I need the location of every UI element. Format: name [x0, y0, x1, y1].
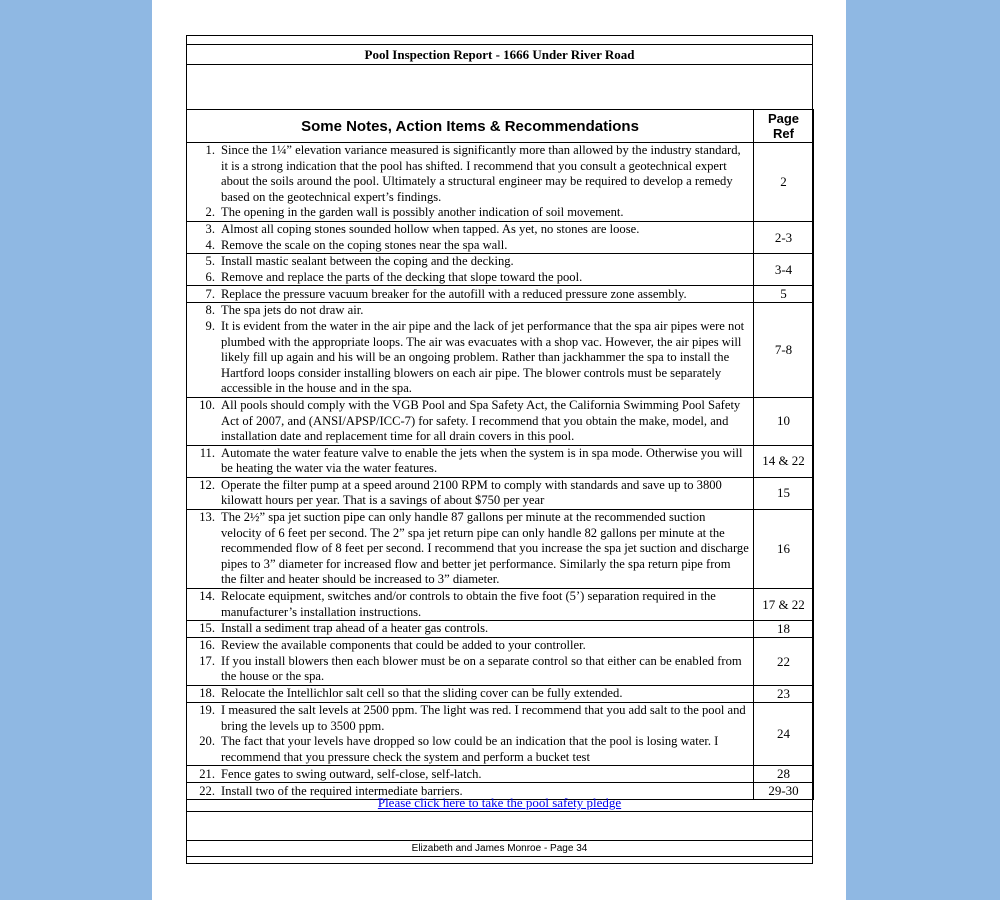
page-ref-heading-line-1: Page: [767, 111, 800, 126]
item-number: 8.: [205, 303, 215, 318]
page-ref-cell: 18: [754, 621, 814, 638]
item-text: Install two of the required intermediate barriers.: [221, 783, 463, 798]
table-row: [187, 221, 814, 253]
item-text: Install a sediment trap ahead of a heater gas controls.: [221, 621, 489, 636]
item-number: 9.: [205, 318, 215, 333]
document-page: [152, 0, 846, 900]
table-row: [187, 766, 814, 783]
item-text: Almost all coping stones sounded hollow when tapped. As yet, no stones are loose.: [221, 221, 640, 236]
table-row: [187, 303, 814, 398]
list-item: [187, 654, 749, 685]
list-item: [187, 734, 749, 765]
item-text: Remove and replace the parts of the decking that slope toward the pool.: [221, 269, 583, 284]
list-item: [187, 270, 749, 286]
item-text: The fact that your levels have dropped so low could be an indication that the pool is losing water. I recommend that you pressure check the system and perform a bucket test: [221, 734, 719, 764]
item-text: Operate the filter pump at a speed around 2100 RPM to comply with standards and save up to 3800 kilowatt hours per year. That is a savings of about $750 per year: [221, 477, 722, 508]
notes-cell: [187, 621, 754, 638]
item-number: 20.: [199, 734, 215, 749]
item-number: 3.: [205, 221, 215, 236]
item-number: 13.: [199, 510, 215, 525]
item-number: 4.: [205, 237, 215, 252]
list-item: [187, 303, 749, 319]
list-item: [187, 478, 749, 509]
notes-cell: [187, 445, 754, 477]
item-text: Replace the pressure vacuum breaker for the autofill with a reduced pressure zone assembly.: [221, 286, 687, 301]
page-ref-cell: 15: [754, 477, 814, 509]
page-ref-cell: 22: [754, 638, 814, 686]
page-ref-heading: [754, 110, 814, 143]
item-number: 18.: [199, 686, 215, 701]
page-ref-heading-line-2: Ref: [773, 126, 794, 141]
item-text: All pools should comply with the VGB Pool and Spa Safety Act, the California Swimming Pool Safety Act of 2007, and (ANSI/APSP/ICC-7) for safety. I recommend that you obtain the make, model, and installation date and replacement time for all drain covers in this pool.: [221, 397, 741, 444]
table-row: [187, 254, 814, 286]
list-item: [187, 703, 749, 734]
item-number: 12.: [199, 477, 215, 492]
list-item: [187, 238, 749, 254]
item-number: 16.: [199, 638, 215, 653]
page-ref-cell: 3-4: [754, 254, 814, 286]
list-item: [187, 254, 749, 270]
item-number: 15.: [199, 621, 215, 636]
page-ref-cell: 24: [754, 703, 814, 766]
recommendations-table: [186, 109, 814, 800]
item-text: Automate the water feature valve to enable the jets when the system is in spa mode. Otherwise you will be heating the water via the water features.: [221, 445, 743, 476]
notes-cell: [187, 286, 754, 303]
page-ref-cell: 2: [754, 143, 814, 222]
notes-cell: [187, 397, 754, 445]
item-number: 1.: [205, 143, 215, 157]
item-number: 19.: [199, 703, 215, 717]
table-row: [187, 143, 814, 222]
item-number: 22.: [199, 783, 215, 798]
item-text: Install mastic sealant between the coping and the decking.: [221, 254, 514, 269]
list-item: [187, 398, 749, 445]
notes-cell: [187, 589, 754, 621]
item-text: Relocate the Intellichlor salt cell so that the sliding cover can be fully extended.: [221, 686, 623, 701]
table-row: [187, 589, 814, 621]
item-text: The spa jets do not draw air.: [221, 303, 364, 318]
list-item: [187, 638, 749, 654]
page-footer: Elizabeth and James Monroe - Page 34: [186, 840, 813, 857]
item-text: It is evident from the water in the air pipe and the lack of jet performance that the spa air pipes were not plumbed with the appropriate loops. The air was evacuates with a shop vac. However, the air pipes will likely fill up again and his will be an ongoing problem. Rather than jackhammer the spa to install the Hartford loops consider installing blowers on each air pipe. The blower controls must be separately accessible in the house and in the spa.: [221, 318, 745, 396]
item-text: I measured the salt levels at 2500 ppm. The light was red. I recommend that you add salt to the pool and bring the levels up to 3500 ppm.: [221, 703, 746, 733]
table-row: [187, 510, 814, 589]
item-number: 2.: [205, 205, 215, 220]
page-ref-cell: 5: [754, 286, 814, 303]
page-ref-cell: 28: [754, 766, 814, 783]
item-text: The opening in the garden wall is possibly another indication of soil movement.: [221, 205, 624, 220]
list-item: [187, 510, 749, 588]
notes-cell: [187, 638, 754, 686]
page-ref-cell: 17 & 22: [754, 589, 814, 621]
notes-cell: [187, 686, 754, 703]
notes-cell: [187, 703, 754, 766]
table-row: [187, 445, 814, 477]
list-item: [187, 222, 749, 238]
page-ref-cell: 14 & 22: [754, 445, 814, 477]
table-row: [187, 638, 814, 686]
list-item: [187, 319, 749, 397]
list-item: [187, 446, 749, 477]
notes-cell: [187, 510, 754, 589]
table-row: [187, 477, 814, 509]
page-ref-cell: 23: [754, 686, 814, 703]
report-title: Pool Inspection Report - 1666 Under River Road: [186, 44, 813, 65]
notes-cell: [187, 477, 754, 509]
notes-cell: [187, 143, 754, 222]
page-ref-cell: 7-8: [754, 303, 814, 398]
list-item: [187, 767, 749, 783]
list-item: [187, 621, 749, 637]
table-row: [187, 286, 814, 303]
item-number: 14.: [199, 589, 215, 604]
table-row: [187, 703, 814, 766]
item-number: 11.: [199, 445, 215, 460]
table-row: [187, 397, 814, 445]
table-header-row: [187, 110, 814, 143]
pledge-link[interactable]: Please click here to take the pool safety pledge: [377, 795, 622, 810]
list-item: [187, 143, 749, 205]
divider: [186, 811, 813, 812]
item-text: Remove the scale on the coping stones near the spa wall.: [221, 237, 508, 252]
list-item: [187, 686, 749, 702]
item-text: The 2½” spa jet suction pipe can only handle 87 gallons per minute at the recommended suction velocity of 6 feet per second. The 2” spa jet return pipe can only handle 82 gallons per minute at the recommended flow of 8 feet per second. I recommend that you increase the spa jet suction and discharge pipes to 3” diameter for increased flow and better jet performance. Similarly the spa return pipe from the filter and heater should be increased to 3” diameter.: [221, 510, 749, 587]
notes-cell: [187, 303, 754, 398]
notes-cell: [187, 766, 754, 783]
list-item: [187, 205, 749, 221]
item-text: If you install blowers then each blower must be on a separate control so that either can be enabled from the house or the spa.: [221, 653, 742, 684]
page-ref-cell: 29-30: [754, 783, 814, 800]
page-ref-cell: 2-3: [754, 221, 814, 253]
page-ref-cell: 16: [754, 510, 814, 589]
pledge-row: [186, 795, 813, 810]
list-item: [187, 589, 749, 620]
item-number: 17.: [199, 653, 215, 668]
table-row: [187, 621, 814, 638]
item-text: Fence gates to swing outward, self-close, self-latch.: [221, 766, 482, 781]
item-text: Review the available components that could be added to your controller.: [221, 638, 586, 653]
item-number: 7.: [205, 286, 215, 301]
item-number: 21.: [199, 766, 215, 781]
item-number: 6.: [205, 269, 215, 284]
table-row: [187, 686, 814, 703]
notes-cell: [187, 254, 754, 286]
notes-cell: [187, 221, 754, 253]
list-item: [187, 287, 749, 303]
item-text: Since the 1¼” elevation variance measured is significantly more than allowed by the industry standard, it is a strong indication that the pool has shifted. I recommend that you consult a geotechnical expert about the soils around the pool. Ultimately a structural engineer may be required to develop a remedy based on the geotechnical expert’s findings.: [221, 143, 741, 204]
item-text: Relocate equipment, switches and/or controls to obtain the five foot (5’) separation required in the manufacturer’s installation instructions.: [221, 589, 716, 619]
table-heading: Some Notes, Action Items & Recommendations: [187, 110, 754, 143]
page-ref-cell: 10: [754, 397, 814, 445]
item-number: 10.: [199, 397, 215, 412]
item-number: 5.: [205, 254, 215, 269]
